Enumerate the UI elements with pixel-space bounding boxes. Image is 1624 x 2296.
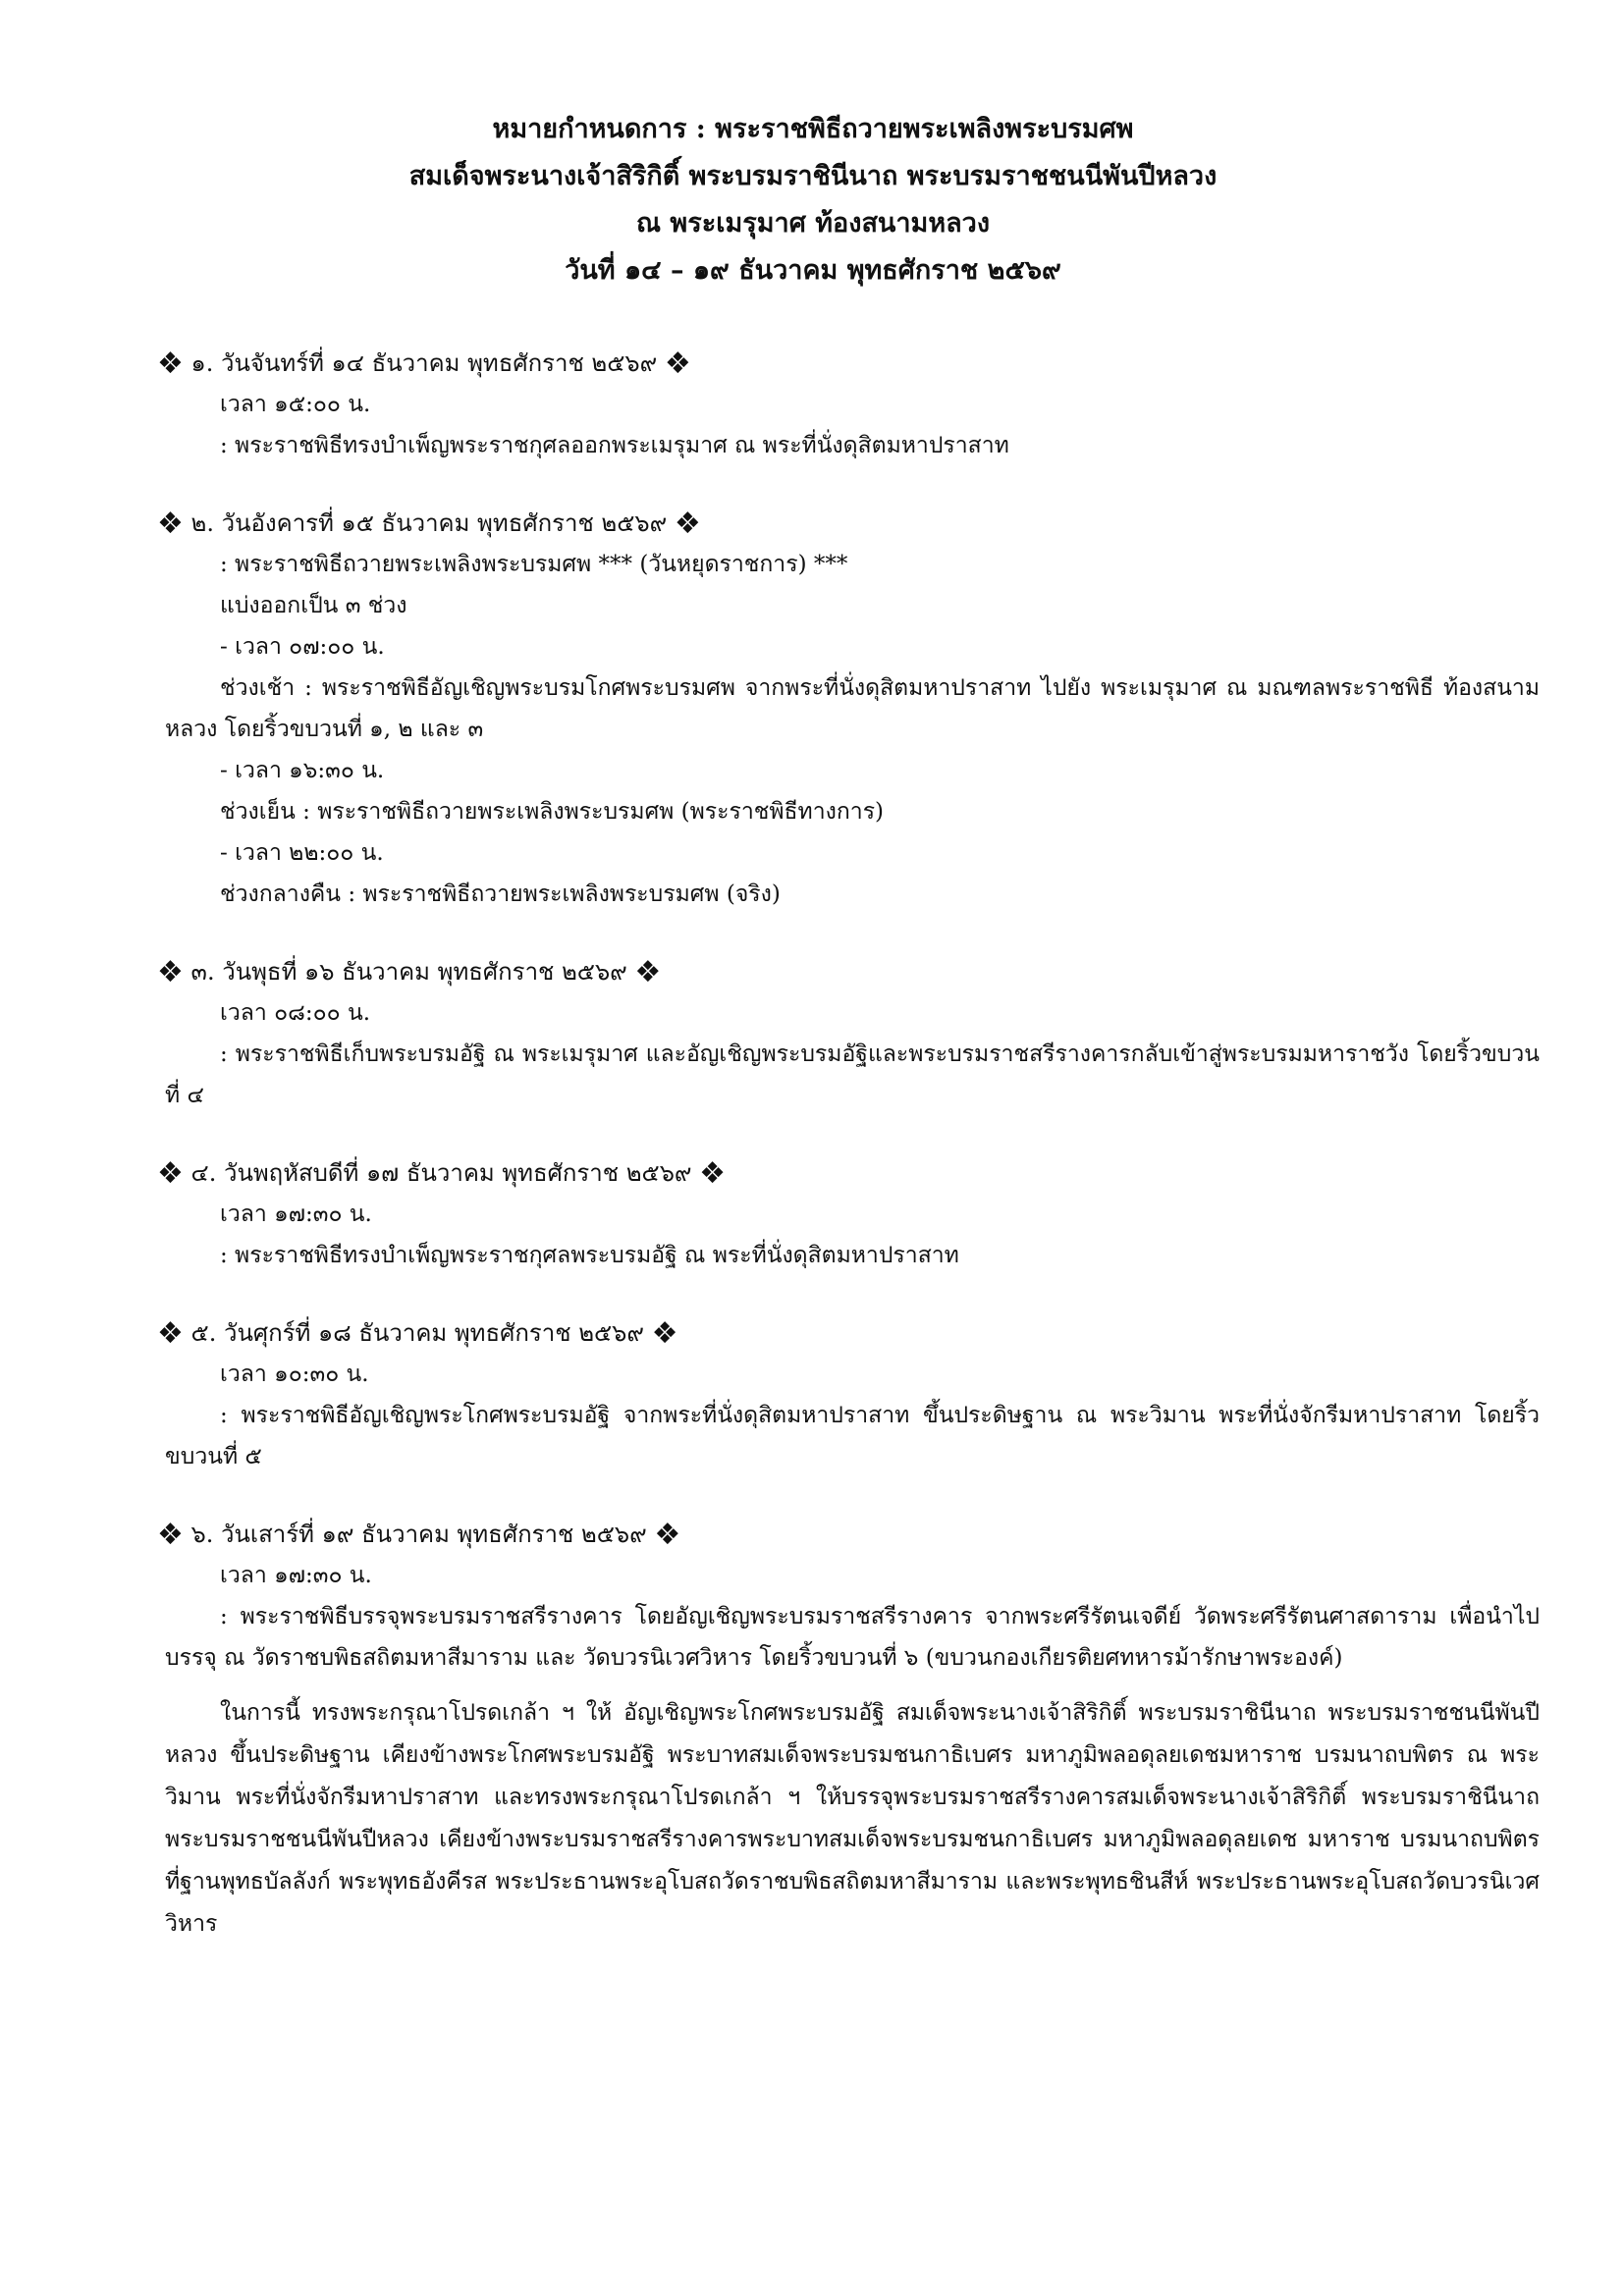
day-heading [157, 1153, 1532, 1194]
title-line-4: วันที่ ๑๔ – ๑๙ ธันวาคม พุทธศักราช ๒๕๖๙ [565, 255, 1061, 286]
day-heading [157, 344, 1532, 384]
diamond-bullet-icon: ❖ [654, 1518, 681, 1552]
diamond-bullet-icon: ❖ [674, 507, 701, 541]
schedule-time: เวลา ๑๗:๓๐ น. [220, 1201, 372, 1227]
schedule-detail: แบ่งออกเป็น ๓ ช่วง [220, 593, 407, 618]
schedule-time: เวลา ๑๗:๓๐ น. [220, 1563, 372, 1588]
diamond-bullet-icon: ❖ [634, 955, 662, 989]
diamond-bullet-icon: ❖ [699, 1156, 727, 1191]
diamond-bullet-icon: ❖ [664, 347, 691, 381]
title-line-3: ณ พระเมรุมาศ ท้องสนามหลวง [635, 208, 991, 239]
schedule-time: - เวลา ๒๒:๐๐ น. [220, 840, 384, 866]
schedule-day-6 [157, 1515, 1540, 1679]
day-heading-text: ๔. วันพฤหัสบดีที่ ๑๗ ธันวาคม พุทธศักราช ๒๕๖๙ [190, 1159, 692, 1187]
schedule-time: - เวลา ๐๗:๐๐ น. [220, 634, 385, 660]
day-heading-text: ๖. วันเสาร์ที่ ๑๙ ธันวาคม พุทธศักราช ๒๕๖๙ [190, 1521, 647, 1548]
document-page [157, 106, 1540, 1946]
day-heading-text: ๓. วันพุธที่ ๑๖ ธันวาคม พุทธศักราช ๒๕๖๙ [190, 958, 627, 986]
diamond-bullet-icon: ❖ [651, 1316, 678, 1351]
schedule-detail: ช่วงเย็น : พระราชพิธีถวายพระเพลิงพระบรมศพ (พระราชพิธีทางการ) [220, 799, 885, 825]
schedule-detail: : พระราชพิธีเก็บพระบรมอัฐิ ณ พระเมรุมาศ และอัญเชิญพระบรมอัฐิและพระบรมราชสรีรางคารกลับเข้าสู่พระบรมมหาราชวัง โดยริ้วขบวนที่ ๔ [165, 1041, 1540, 1108]
diamond-bullet-icon: ❖ [157, 1316, 184, 1351]
schedule-time: เวลา ๐๘:๐๐ น. [220, 1000, 371, 1026]
diamond-bullet-icon: ❖ [157, 1518, 184, 1552]
diamond-bullet-icon: ❖ [157, 507, 184, 541]
schedule-day-5 [157, 1313, 1540, 1477]
schedule-day-3 [157, 952, 1540, 1116]
day-heading [157, 1515, 1532, 1555]
title-line-1: หมายกำหนดการ : พระราชพิธีถวายพระเพลิงพระบรมศพ [492, 114, 1134, 144]
day-heading-text: ๒. วันอังคารที่ ๑๕ ธันวาคม พุทธศักราช ๒๕๖๙ [190, 509, 668, 537]
schedule-time: เวลา ๑๕:๐๐ น. [220, 392, 371, 417]
diamond-bullet-icon: ❖ [157, 347, 184, 381]
diamond-bullet-icon: ❖ [157, 1156, 184, 1191]
schedule-day-2 [157, 504, 1540, 915]
schedule-detail: ช่วงกลางคืน : พระราชพิธีถวายพระเพลิงพระบรมศพ (จริง) [220, 881, 781, 907]
schedule-detail: : พระราชพิธีทรงบำเพ็ญพระราชกุศลพระบรมอัฐิ ณ พระที่นั่งดุสิตมหาปราสาท [220, 1243, 959, 1268]
day-heading-text: ๑. วันจันทร์ที่ ๑๔ ธันวาคม พุทธศักราช ๒๕๖๙ [190, 349, 658, 377]
day-heading [157, 952, 1532, 992]
day-heading [157, 504, 1532, 544]
schedule-detail: ช่วงเช้า : พระราชพิธีอัญเชิญพระบรมโกศพระบรมศพ จากพระที่นั่งดุสิตมหาปราสาท ไปยัง พระเมรุมาศ ณ มณฑลพระราชพิธี ท้องสนามหลวง โดยริ้วขบวนที่ ๑, ๒ และ ๓ [165, 675, 1540, 742]
schedule-detail: : พระราชพิธีบรรจุพระบรมราชสรีรางคาร โดยอัญเชิญพระบรมราชสรีรางคาร จากพระศรีรัตนเจดีย์ วัดพระศรีรัตนศาสดาราม เพื่อนำไปบรรจุ ณ วัดราชบพิธสถิตมหาสีมาราม และ วัดบวรนิเวศวิหาร โดยริ้วขบวนที่ ๖ (ขบวนกองเกียรติยศทหารม้ารักษาพระองค์) [165, 1604, 1540, 1671]
schedule-day-4 [157, 1153, 1540, 1276]
diamond-bullet-icon: ❖ [157, 955, 184, 989]
day-heading [157, 1313, 1532, 1354]
schedule-day-1 [157, 344, 1540, 466]
schedule-time: เวลา ๑๐:๓๐ น. [220, 1362, 369, 1387]
document-title [126, 106, 1500, 294]
schedule-detail: : พระราชพิธีทรงบำเพ็ญพระราชกุศลออกพระเมรุมาศ ณ พระที่นั่งดุสิตมหาปราสาท [220, 433, 1009, 458]
schedule-time: - เวลา ๑๖:๓๐ น. [220, 758, 385, 783]
schedule-detail: : พระราชพิธีถวายพระเพลิงพระบรมศพ *** (วันหยุดราชการ) *** [220, 552, 848, 577]
schedule-detail: : พระราชพิธีอัญเชิญพระโกศพระบรมอัฐิ จากพระที่นั่งดุสิตมหาปราสาท ขึ้นประดิษฐาน ณ พระวิมาน พระที่นั่งจักรีมหาปราสาท โดยริ้วขบวนที่ ๕ [165, 1403, 1540, 1469]
title-line-2: สมเด็จพระนางเจ้าสิริกิติ์ พระบรมราชินีนาถ พระบรมราชชนนีพันปีหลวง [408, 161, 1218, 191]
closing-paragraph: ในการนี้ ทรงพระกรุณาโปรดเกล้า ฯ ให้ อัญเชิญพระโกศพระบรมอัฐิ สมเด็จพระนางเจ้าสิริกิติ์ พระบรมราชินีนาถ พระบรมราชชนนีพันปีหลวง ขึ้นประดิษฐาน เคียงข้างพระโกศพระบรมอัฐิ พระบาทสมเด็จพระบรมชนกาธิเบศร มหาภูมิพลอดุลยเดชมหาราช บรมนาถบพิตร ณ พระวิมาน พระที่นั่งจักรีมหาปราสาท และทรงพระกรุณาโปรดเกล้า ฯ ให้บรรจุพระบรมราชสรีรางคารสมเด็จพระนางเจ้าสิริกิติ์ พระบรมราชินีนาถ พระบรมราชชนนีพันปีหลวง เคียงข้างพระบรมราชสรีรางคารพระบาทสมเด็จพระบรมชนกาธิเบศร มหาภูมิพลอดุลยเดช มหาราช บรมนาถบพิตร ที่ฐานพุทธบัลลังก์ พระพุทธอังคีรส พระประธานพระอุโบสถวัดราชบพิธสถิตมหาสีมาราม และพระพุทธชินสีห์ พระประธานพระอุโบสถวัดบวรนิเวศวิหาร [165, 1700, 1540, 1937]
day-heading-text: ๕. วันศุกร์ที่ ๑๘ ธันวาคม พุทธศักราช ๒๕๖๙ [190, 1319, 644, 1347]
